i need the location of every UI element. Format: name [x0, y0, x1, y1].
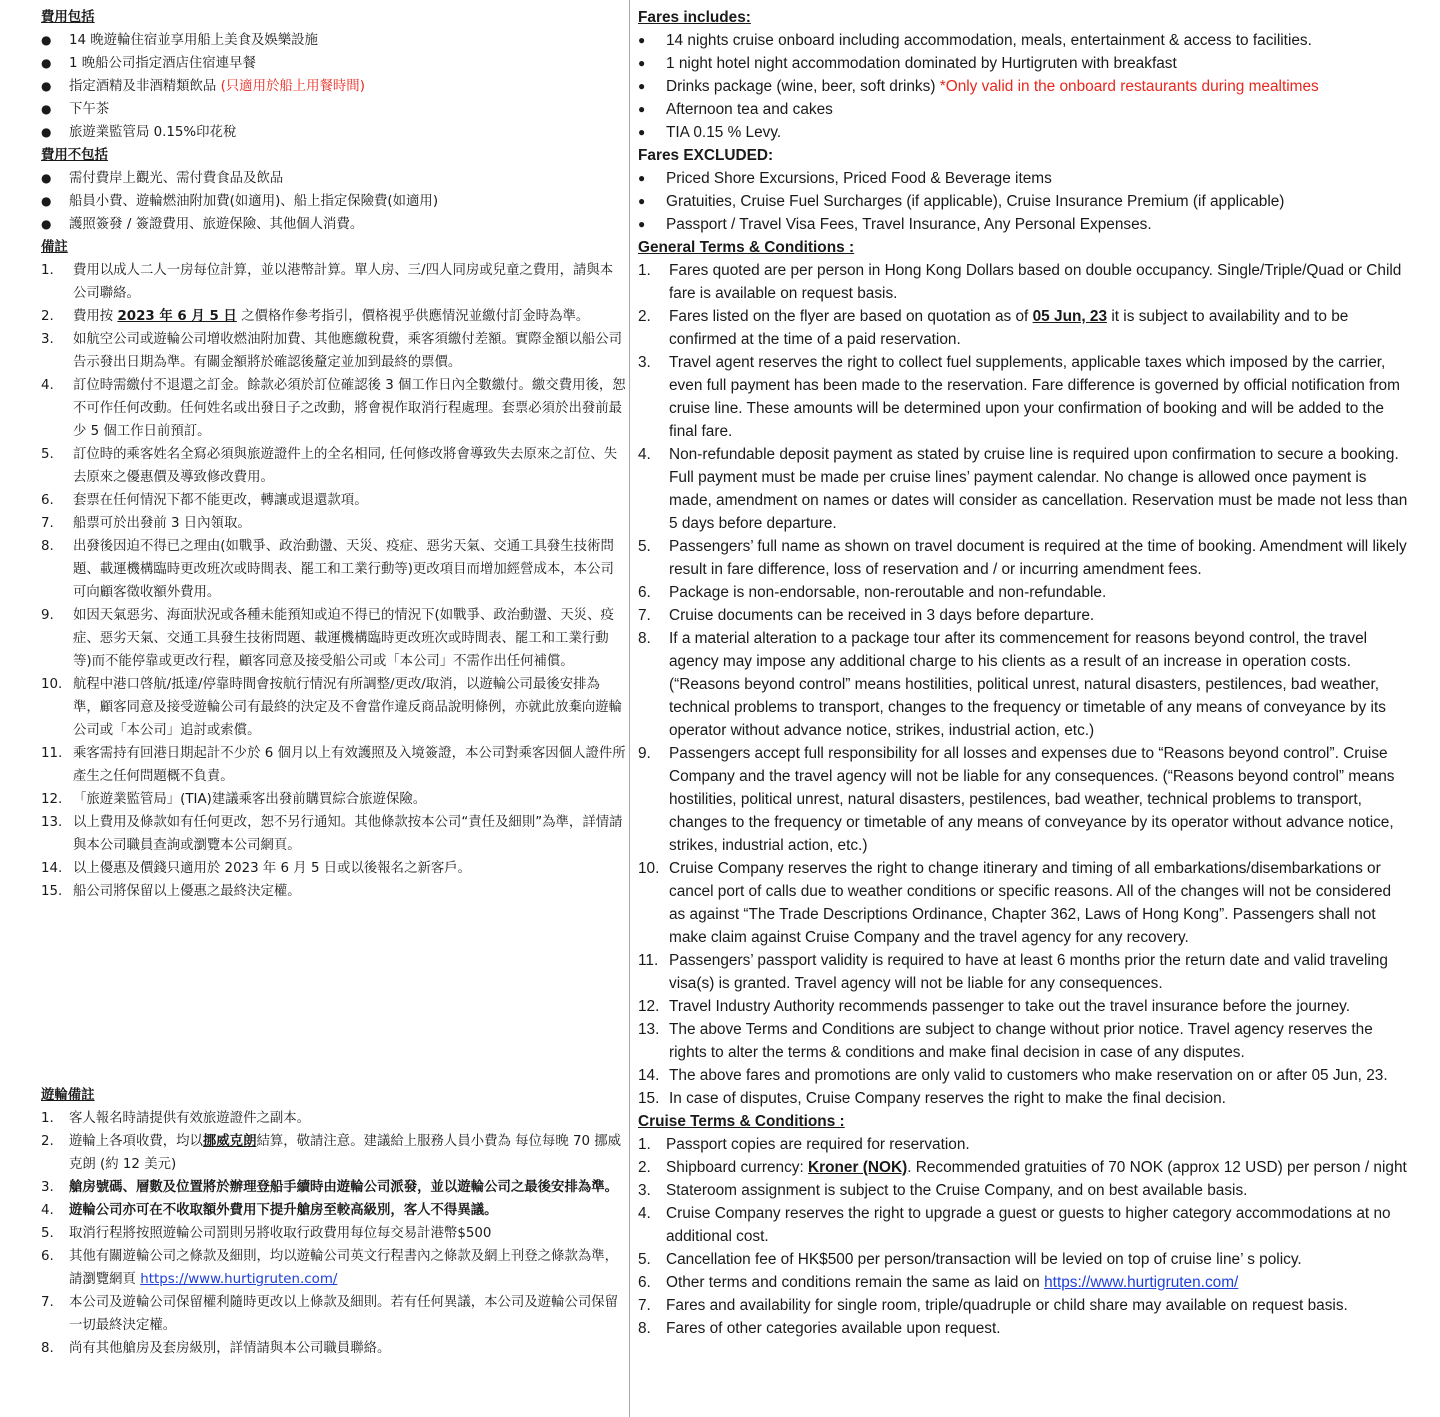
list-item: ● 1 晚船公司指定酒店住宿連早餐	[41, 52, 626, 75]
bullet-icon: ●	[638, 79, 646, 93]
list-item: 5. Cancellation fee of HK$500 per person/transaction will be levied on top of cruise line’ s policy.	[638, 1251, 1302, 1268]
mealtime-note: *Only valid in the onboard restaurants during mealtimes	[939, 78, 1319, 95]
list-item: 8. 出發後因迫不得已之理由(如戰爭、政治動盪、天災、疫症、惡劣天氣、交通工具發生技術問題、載運機構臨時更改班次或時間表、罷工和工業行動等)更改項目而增加經營成本，本公司可向顧客徵收額外費用。	[41, 539, 614, 600]
list-item: 14. The above fares and promotions are only valid to customers who make reservation on or after 05 Jun, 23.	[638, 1067, 1388, 1084]
list-item: ● TIA 0.15 % Levy.	[638, 121, 1408, 144]
english-terms-column	[638, 6, 1408, 1340]
list-item: 11. 乘客需持有回港日期起計不少於 6 個月以上有效護照及入境簽證，本公司對乘客因個人證件所產生之任何問題概不負責。	[41, 746, 626, 784]
bullet-icon: ●	[638, 194, 646, 208]
list-item: ● 14 晚遊輪住宿並享用船上美食及娛樂設施	[41, 29, 626, 52]
bullet-icon: ●	[41, 56, 52, 70]
bullet-icon: ●	[41, 125, 52, 139]
list-item: 9. 如因天氣惡劣、海面狀況或各種未能預知或迫不得已的情況下(如戰爭、政治動盪、天災、疫症、惡劣天氣、交通工具發生技術問題、載運機構臨時更改班次或時間表、罷工和工業行動等)而不能停靠或更改行程，顧客同意及接受船公司或「本公司」不需作出任何補償。	[41, 608, 614, 669]
list-item: 11. Passengers’ passport validity is required to have at least 6 months prior the return date and valid traveling visa(s) is granted. Travel agency will not be liable for any consequences.	[638, 952, 1388, 992]
list-item: 8. Fares of other categories available upon request.	[638, 1320, 1001, 1337]
list-item: 8. 尚有其他艙房及套房級別，詳情請與本公司職員聯絡。	[41, 1341, 391, 1356]
fares-excluded-list	[41, 167, 626, 236]
cruise-terms-heading: Cruise Terms & Conditions :	[638, 1113, 845, 1130]
list-item: 3. Stateroom assignment is subject to the Cruise Company, and on best available basis.	[638, 1182, 1248, 1199]
bullet-icon: ●	[638, 171, 646, 185]
bullet-icon: ●	[638, 217, 646, 231]
list-item: ● 1 night hotel night accommodation dominated by Hurtigruten with breakfast	[638, 52, 1408, 75]
list-item: 2. Fares listed on the flyer are based on quotation as of 05 Jun, 23 it is subject to availability and to be confirmed at the time of a paid reservation.	[638, 308, 1349, 348]
fares-include-heading: 費用包括	[41, 10, 95, 25]
list-item: ● 需付費岸上觀光、需付費食品及飲品	[41, 167, 626, 190]
list-item: 9. Passengers accept full responsibility for all losses and expenses due to “Reasons beyond control”. Cruise Company and the travel agency will not be liable for any consequences. (“Reasons beyond control” means hostilities, political unrest, natural disasters, pestilences, bad weather, technical problems to transport, changes to the frequency or timetable of any means of conveyance by its operator without advance notice, strikes, industrial action, etc.)	[638, 745, 1395, 854]
list-item: ● 船員小費、遊輪燃油附加費(如適用)、船上指定保險費(如適用)	[41, 190, 626, 213]
list-item: 10. Cruise Company reserves the right to change itinerary and timing of all embarkations/disembarkations or cancel port of calls due to weather conditions or specific reasons. All of the changes will not be considered as against “The Trade Descriptions Ordinance, Chapter 362, Laws of Hong Kong”. Passengers shall not make claim against Cruise Company and the travel agency for any recovery.	[638, 860, 1392, 946]
list-item: 2. 遊輪上各項收費，均以挪威克朗結算，敬請注意。建議給上服務人員小費為 每位每晚 70 挪威克朗 (約 12 美元)	[41, 1134, 622, 1172]
chinese-terms-column	[41, 6, 626, 1360]
list-item: ● Passport / Travel Visa Fees, Travel Insurance, Any Personal Expenses.	[638, 213, 1408, 236]
general-terms-list	[638, 259, 1408, 1110]
hurtigruten-link[interactable]: https://www.hurtigruten.com/	[140, 1272, 338, 1287]
bullet-icon: ●	[41, 194, 52, 208]
list-item: 1. Passport copies are required for reservation.	[638, 1136, 970, 1153]
cruise-remarks-list	[41, 1107, 626, 1360]
list-item: ● 14 nights cruise onboard including accommodation, meals, entertainment & access to facilities.	[638, 29, 1408, 52]
currency-name: 挪威克朗	[202, 1134, 257, 1149]
bullet-icon: ●	[638, 102, 646, 116]
list-item: 2. Shipboard currency: Kroner (NOK). Recommended gratuities of 70 NOK (approx 12 USD) per person / night	[638, 1159, 1407, 1176]
list-item: 5. 取消行程將按照遊輪公司罰則另將收取行政費用每位每交易計港幣$500	[41, 1226, 492, 1241]
list-item: 1. Fares quoted are per person in Hong Kong Dollars based on double occupancy. Single/Triple/Quad or Child fare is available on request basis.	[638, 262, 1402, 302]
currency-name: Kroner (NOK)	[808, 1159, 908, 1176]
list-item: 7. 本公司及遊輪公司保留權利隨時更改以上條款及細則。若有任何異議，本公司及遊輪公司保留一切最終決定權。	[41, 1295, 619, 1333]
list-item: 5. Passengers’ full name as shown on travel document is required at the time of booking. Amendment will likely result in fare difference, loss of reservation and / or incurring amendment fees.	[638, 538, 1407, 578]
remarks-list	[41, 259, 626, 903]
list-item: 4. Cruise Company reserves the right to upgrade a guest or guests to higher category accommodations at no additional cost.	[638, 1205, 1391, 1245]
list-item: ● 旅遊業監管局 0.15%印花稅	[41, 121, 626, 144]
list-item: 1. 客人報名時請提供有效旅遊證件之副本。	[41, 1111, 311, 1126]
bullet-icon: ●	[638, 56, 646, 70]
list-item: 10. 航程中港口啓航/抵達/停靠時間會按航行情況有所調整/更改/取消，以遊輪公司最後安排為準，顧客同意及接受遊輪公司有最終的決定及不會當作違反商品說明條例，亦就此放棄向遊輪公司或「本公司」追討或索償。	[41, 677, 623, 738]
general-terms-heading: General Terms & Conditions :	[638, 239, 855, 256]
column-divider	[629, 0, 630, 1417]
quotation-date: 05 Jun, 23	[1032, 308, 1108, 325]
fares-include-heading: Fares includes:	[638, 9, 751, 26]
list-item: 1. 費用以成人二人一房每位計算，並以港幣計算。單人房、三/四人同房或兒童之費用，請與本公司聯絡。	[41, 263, 614, 301]
cruise-remarks-heading: 遊輪備註	[41, 1088, 95, 1103]
list-item: ● Priced Shore Excursions, Priced Food & Beverage items	[638, 167, 1408, 190]
list-item: 3. Travel agent reserves the right to collect fuel supplements, applicable taxes which imposed by the carrier, even full payment has been made to the reservation. Fare difference is governed by official notification from cruise line. These amounts will be determined upon your confirmation of booking and will be added to the final fare.	[638, 354, 1400, 440]
list-item: 12. 「旅遊業監管局」(TIA)建議乘客出發前購買綜合旅遊保險。	[41, 792, 427, 807]
list-item: 6. Other terms and conditions remain the same as laid on https://www.hurtigruten.com/	[638, 1274, 1239, 1291]
list-item: 6. 其他有關遊輪公司之條款及細則，均以遊輪公司英文行程書內之條款及網上刊登之條款為準，請瀏覽網頁 https://www.hurtigruten.com/	[41, 1249, 619, 1287]
fares-excluded-heading: Fares EXCLUDED:	[638, 147, 774, 164]
list-item: 8. If a material alteration to a package tour after its commencement for reasons beyond control, the travel agency may impose any additional charge to his clients as a result of an increase in operation costs. (“Reasons beyond control” means hostilities, political unrest, natural disasters, pestilences, bad weather, technical problems to transport, changes to the frequency or timetable of any means of conveyance by its operator without advance notice, strikes, industrial action, etc.)	[638, 630, 1386, 739]
bullet-icon: ●	[41, 217, 52, 231]
list-item: ● Drinks package (wine, beer, soft drinks) *Only valid in the onboard restaurants during mealtimes	[638, 75, 1408, 98]
list-item: 7. Fares and availability for single room, triple/quadruple or child share may available on request basis.	[638, 1297, 1348, 1314]
bullet-icon: ●	[41, 79, 52, 93]
fares-include-list	[638, 29, 1408, 144]
mealtime-note: (只適用於船上用餐時間)	[220, 79, 365, 94]
list-item: ● 下午茶	[41, 98, 626, 121]
list-item: 7. Cruise documents can be received in 3 days before departure.	[638, 607, 1095, 624]
cruise-terms-list	[638, 1133, 1408, 1340]
fares-excluded-heading: 費用不包括	[41, 148, 108, 163]
fares-include-list	[41, 29, 626, 144]
list-item: 5. 訂位時的乘客姓名全寫必須與旅遊證件上的全名相同, 任何修改將會導致失去原來之訂位、失去原來之優惠價及導致修改費用。	[41, 447, 618, 485]
list-item: ● Gratuities, Cruise Fuel Surcharges (if applicable), Cruise Insurance Premium (if applicable)	[638, 190, 1408, 213]
list-item: 4. 遊輪公司亦可在不收取額外費用下提升艙房至較高級別，客人不得異議。	[41, 1203, 498, 1218]
list-item: 3. 如航空公司或遊輪公司增收燃油附加費、其他應繳稅費，乘客須繳付差額。實際金額以船公司告示發出日期為準。有關金額將於確認後釐定並加到最終的票價。	[41, 332, 623, 370]
list-item: 2. 費用按 2023 年 6 月 5 日 之價格作參考指引，價格視乎供應情況並繳付訂金時為準。	[41, 309, 590, 324]
list-item: 13. 以上費用及條款如有任何更改，恕不另行通知。其他條款按本公司“責任及細則”為準，詳情請與本公司職員查詢或瀏覽本公司網頁。	[41, 815, 623, 853]
bullet-icon: ●	[41, 171, 52, 185]
list-item: ● Afternoon tea and cakes	[638, 98, 1408, 121]
bullet-icon: ●	[638, 33, 646, 47]
list-item: 4. Non-refundable deposit payment as stated by cruise line is required upon confirmation to secure a booking. Full payment must be made per cruise lines’ payment calendar. No change is allowed once payment is made, amendment on names or dates will consider as cancellation. Reservation must be made not less than 5 days before departure.	[638, 446, 1408, 532]
bullet-icon: ●	[41, 102, 52, 116]
list-item: 15. In case of disputes, Cruise Company reserves the right to make the final decision.	[638, 1090, 1226, 1107]
list-item: 13. The above Terms and Conditions are subject to change without prior notice. Travel agency reserves the rights to alter the terms & conditions and make final decision in case of any disputes.	[638, 1021, 1373, 1061]
list-item: 4. 訂位時需繳付不退還之訂金。餘款必須於訂位確認後 3 個工作日內全數繳付。繳交費用後，恕不可作任何改動。任何姓名或出發日子之改動，將會視作取消行程處理。套票必須於出發前最少 5 個工作日前預訂。	[41, 378, 626, 439]
list-item: ● 護照簽發 / 簽證費用、旅遊保險、其他個人消費。	[41, 213, 626, 236]
hurtigruten-link[interactable]: https://www.hurtigruten.com/	[1044, 1274, 1239, 1291]
list-item: 3. 艙房號碼、層數及位置將於辦理登船手續時由遊輪公司派發，並以遊輪公司之最後安排為準。	[41, 1180, 619, 1195]
list-item: 12. Travel Industry Authority recommends passenger to take out the travel insurance before the journey.	[638, 998, 1350, 1015]
remarks-heading: 備註	[41, 240, 68, 255]
list-item: 15. 船公司將保留以上優惠之最終決定權。	[41, 884, 301, 899]
bullet-icon: ●	[638, 125, 646, 139]
list-item: ● 指定酒精及非酒精類飲品 (只適用於船上用餐時間)	[41, 75, 626, 98]
reference-date: 2023 年 6 月 5 日	[117, 309, 237, 324]
list-item: 7. 船票可於出發前 3 日內領取。	[41, 516, 251, 531]
list-item: 6. Package is non-endorsable, non-reroutable and non-refundable.	[638, 584, 1107, 601]
bullet-icon: ●	[41, 33, 52, 47]
list-item: 14. 以上優惠及價錢只適用於 2023 年 6 月 5 日或以後報名之新客戶。	[41, 861, 472, 876]
fares-excluded-list	[638, 167, 1408, 236]
list-item: 6. 套票在任何情況下都不能更改，轉讓或退還款項。	[41, 493, 368, 508]
